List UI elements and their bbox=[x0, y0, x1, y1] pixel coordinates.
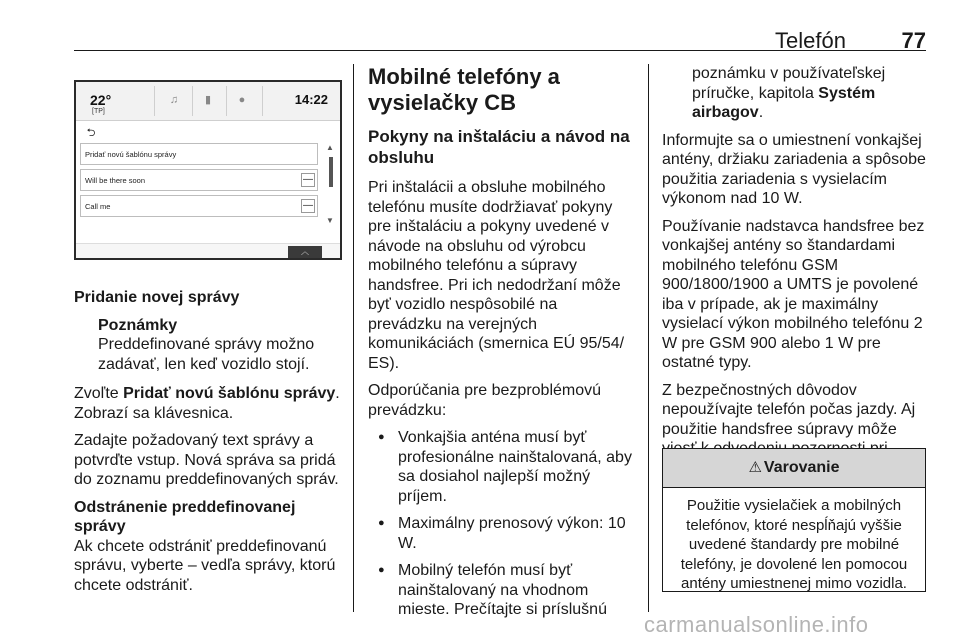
watermark: carmanualsonline.info bbox=[644, 612, 869, 637]
list-item: ● Mobilný telefón musí byť nainštalovaný na vhodnom mieste. Prečítajte si príslušnú bbox=[368, 561, 632, 620]
phone-icon: ▮ bbox=[204, 94, 212, 106]
screen-content bbox=[76, 121, 340, 258]
note-box bbox=[98, 316, 342, 375]
column-divider-1 bbox=[353, 64, 354, 612]
chevron-up-icon: ︿ bbox=[288, 246, 322, 258]
screen-scrollbar bbox=[326, 143, 336, 233]
text-fragment: Zvoľte bbox=[74, 385, 124, 402]
scroll-thumb bbox=[329, 157, 333, 187]
header-rule bbox=[74, 50, 926, 51]
warning-box bbox=[662, 448, 926, 592]
column-divider-2 bbox=[648, 64, 649, 612]
paragraph-delete: Ak chcete odstrániť preddefinovanú správu, vyberte – vedľa správy, ktorú chcete odstrániť. bbox=[74, 537, 336, 594]
screen-row-label: Pridať novú šablónu správy bbox=[85, 150, 177, 159]
minus-icon: — bbox=[303, 200, 313, 211]
screen-divider bbox=[262, 86, 263, 116]
warning-title: Varovanie bbox=[763, 459, 840, 476]
chevron-down-icon: ▼ bbox=[326, 216, 334, 225]
minus-icon: — bbox=[303, 174, 313, 185]
screen-divider bbox=[192, 86, 193, 116]
screen-row-label: Call me bbox=[85, 202, 111, 211]
subheading-delete-message: Odstránenie preddefinovanej správy bbox=[74, 498, 296, 535]
note-title: Poznámky bbox=[98, 316, 178, 334]
paragraph-safety: Z bezpečnostných dôvodov nepoužívajte telefón počas jazdy. Aj použitie handsfree súpravy môže bbox=[662, 381, 916, 438]
paragraph-handsfree: Používanie nadstavca handsfree bez vonkajšej antény so štandardami mobilného telefónu GSM 900/1800/1900 a UMTS je povolené iba v prípade, ak je maximálny vysielací výkon mobilného telefónu 2 W pre GSM 900 alebo 1 W pre ostatné typy. bbox=[662, 217, 925, 371]
paragraph-select bbox=[74, 384, 342, 423]
menu-reference: Pridať novú šablónu správy bbox=[123, 385, 336, 402]
paragraph-antenna: Informujte sa o umiestnení vonkajšej antény, držiaku zariadenia a spôsobe použitia zariadenia s vysielacím výkonom nad 10 W. bbox=[662, 131, 926, 207]
warning-icon: ⚠ bbox=[748, 459, 762, 476]
paragraph-enter-text: Zadajte požadovaný text správy a potvrďte vstup. Nová správa sa pridá do zoznamu preddefinovaných správ. bbox=[74, 432, 339, 488]
screen-temperature: 22° bbox=[90, 92, 112, 108]
screen-row-add-template bbox=[80, 143, 318, 165]
text-fragment: . bbox=[335, 385, 340, 402]
column-2 bbox=[368, 64, 632, 628]
screen-time: 14:22 bbox=[294, 92, 328, 107]
text-fragment: Zobrazí sa klávesnica. bbox=[74, 404, 234, 422]
list-item: ● Vonkajšia anténa musí byť profesionálne nainštalovaná, aby sa dosiahol najlepší možný príjem. bbox=[368, 428, 632, 506]
music-icon: ♫ bbox=[169, 94, 179, 106]
screen-tp-label: [TP] bbox=[92, 108, 105, 115]
screen-row-label: Will be there soon bbox=[85, 176, 146, 185]
warning-text: Použitie vysielačiek a mobilných telefónov, ktoré nespĺňajú vyššie uvedené štandardy pre mobilné telefóny, je dovolené len pomocou antény umiestnenej mimo vozidla. bbox=[680, 497, 908, 592]
note-text: Preddefinované správy možno zadávať, len keď vozidlo stojí. bbox=[98, 336, 315, 373]
text-fragment: . bbox=[758, 104, 764, 121]
globe-icon: ● bbox=[238, 94, 246, 106]
list-item: ● Maximálny prenosový výkon: 10 W. bbox=[368, 514, 632, 553]
paragraph-installation: Pri inštalácii a obsluhe mobilného telefónu musíte dodržiavať pokyny pre inštaláciu a pokyny uvedené v návode na obsluhu od výrobcu mobilného telefónu a súpravy handsfree. Pri ich nedodržaní môže byť vozidlo nespôsobilé na prevádzku na verejných komunikáciách (smernica EÚ 95/54/ ES). bbox=[368, 179, 625, 372]
warning-header bbox=[663, 449, 925, 488]
page-number: 77 bbox=[901, 28, 926, 53]
section-subtitle: Pokyny na inštaláciu a návod na obsluhu bbox=[368, 127, 630, 167]
screen-row-message bbox=[80, 169, 318, 191]
recommendation-list bbox=[368, 428, 632, 620]
list-item-continuation bbox=[662, 64, 926, 123]
chapter-reference: Systém airbagov bbox=[692, 84, 876, 121]
paragraph-recommendations: Odporúčania pre bezproblémovú prevádzku: bbox=[368, 382, 602, 419]
text-fragment: poznámku v používateľskej príručke, kapitola bbox=[692, 65, 886, 102]
chapter-title: Mobilné telefóny a vysielačky CB bbox=[368, 64, 560, 115]
screen-bottom-bar bbox=[76, 243, 340, 258]
subheading-add-message: Pridanie novej správy bbox=[74, 289, 240, 306]
column-1 bbox=[74, 288, 342, 603]
infotainment-screen-illustration bbox=[74, 80, 342, 260]
screen-row-message bbox=[80, 195, 318, 217]
screen-divider bbox=[226, 86, 227, 116]
screen-divider bbox=[154, 86, 155, 116]
back-arrow-icon: ⮌ bbox=[86, 127, 96, 139]
page-header bbox=[74, 22, 926, 52]
section-title: Telefón bbox=[775, 28, 846, 53]
chevron-up-icon: ▲ bbox=[326, 143, 334, 152]
column-3 bbox=[662, 64, 926, 486]
screen-status-bar bbox=[76, 82, 340, 121]
